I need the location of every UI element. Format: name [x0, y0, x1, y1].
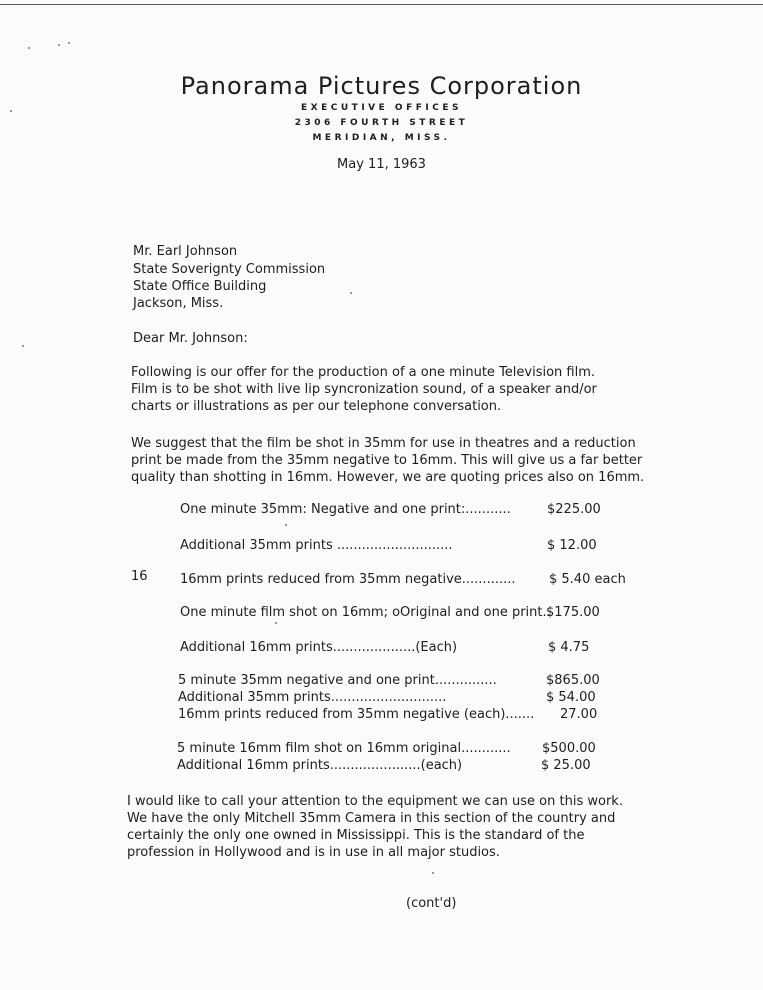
- scan-speck: [350, 292, 352, 294]
- price-description: Additional 35mm prints............................: [178, 690, 447, 705]
- recipient-building: State Office Building: [133, 279, 267, 294]
- price-description: One minute film shot on 16mm; oOriginal and one print..: [180, 605, 551, 620]
- paragraph3-line: We have the only Mitchell 35mm Camera in this section of the country and: [127, 811, 616, 826]
- price-amount: $225.00: [547, 502, 601, 517]
- paragraph3-line: profession in Hollywood and is in use in all major studios.: [127, 845, 500, 860]
- price-amount: $175.00: [546, 605, 600, 620]
- scan-speck: [68, 42, 70, 44]
- paragraph3-line: certainly the only one owned in Mississippi. This is the standard of the: [127, 828, 585, 843]
- price-amount: $ 25.00: [541, 758, 591, 773]
- price-amount: $500.00: [542, 741, 596, 756]
- price-description: 5 minute 35mm negative and one print...............: [178, 673, 497, 688]
- scan-speck: [22, 345, 24, 347]
- paragraph1-line: Following is our offer for the production of a one minute Television film.: [131, 365, 596, 380]
- price-description: Additional 16mm prints......................(each): [177, 758, 463, 773]
- price-amount: $ 5.40 each: [549, 572, 626, 587]
- price-amount: 27.00: [560, 707, 598, 722]
- price-description: Additional 35mm prints ............................: [180, 538, 453, 553]
- scan-speck: [58, 44, 60, 46]
- recipient-org: State Soverignty Commission: [133, 262, 326, 277]
- price-description: One minute 35mm: Negative and one print:...........: [180, 502, 511, 517]
- company-name: Panorama Pictures Corporation: [180, 72, 583, 100]
- scan-speck: [285, 524, 287, 526]
- price-amount: $ 54.00: [546, 690, 596, 705]
- paragraph2-line: print be made from the 35mm negative to 16mm. This will give us a far better: [131, 453, 643, 468]
- continued-note: (cont'd): [406, 896, 457, 911]
- paragraph1-line: charts or illustrations as per our telephone conversation.: [131, 399, 502, 414]
- letterhead-city: MERIDIAN, MISS.: [312, 133, 451, 143]
- paragraph2-line: quality than shotting in 16mm. However, we are quoting prices also on 16mm.: [131, 470, 645, 485]
- paragraph3-line: I would like to call your attention to the equipment we can use on this work.: [127, 794, 623, 809]
- price-description: 16mm prints reduced from 35mm negative (each).......: [178, 707, 535, 722]
- salutation: Dear Mr. Johnson:: [133, 331, 248, 346]
- price-description: 5 minute 16mm film shot on 16mm original............: [177, 741, 511, 756]
- price-amount: $ 12.00: [547, 538, 597, 553]
- price-amount: $865.00: [546, 673, 600, 688]
- price-amount: $ 4.75: [548, 640, 590, 655]
- top-edge-line: [0, 4, 763, 5]
- letterhead-subtitle: EXECUTIVE OFFICES: [301, 103, 462, 113]
- scan-speck: [275, 622, 277, 624]
- paragraph2-line: We suggest that the film be shot in 35mm for use in theatres and a reduction: [131, 436, 636, 451]
- scan-speck: [28, 47, 30, 49]
- paragraph1-line: Film is to be shot with live lip syncronization sound, of a speaker and/or: [131, 382, 597, 397]
- letter-date: May 11, 1963: [337, 157, 426, 172]
- price-description: Additional 16mm prints....................(Each): [180, 640, 458, 655]
- letterhead-street: 2306 FOURTH STREET: [294, 118, 469, 128]
- recipient-city: Jackson, Miss.: [133, 296, 224, 311]
- scan-speck: [432, 872, 434, 874]
- scan-speck: [10, 110, 12, 112]
- margin-note: 16: [131, 569, 148, 584]
- recipient-name: Mr. Earl Johnson: [133, 244, 238, 259]
- price-description: 16mm prints reduced from 35mm negative.............: [180, 572, 516, 587]
